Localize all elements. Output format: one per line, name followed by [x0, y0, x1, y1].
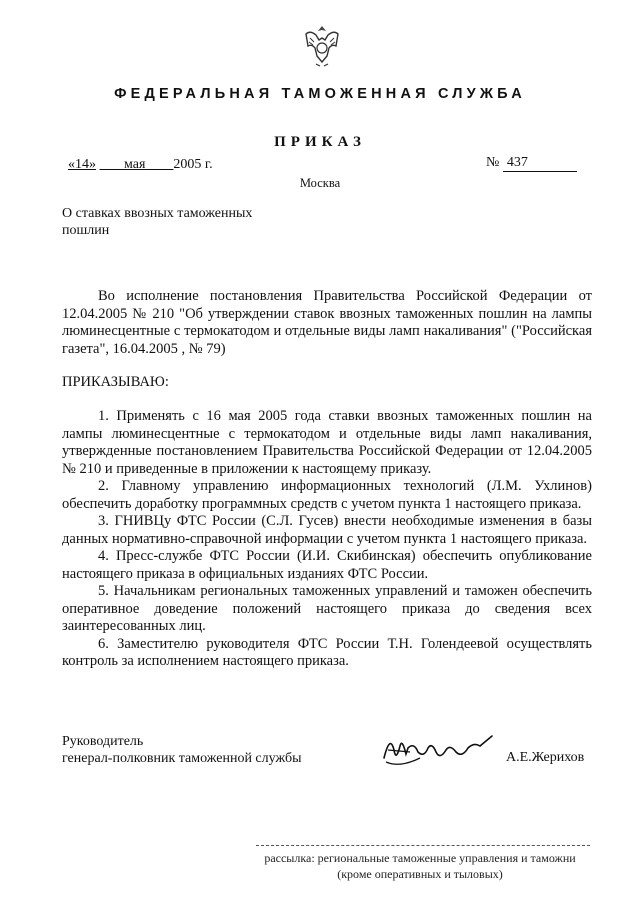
coat-of-arms-emblem	[300, 22, 344, 70]
order-items	[62, 408, 592, 671]
preamble-paragraph: Во исполнение постановления Правительства Российской Федерации от 12.04.2005 № 210 "Об утверждении ставок ввозных таможенных пошлин на лампы люминесцентные с термокатодом и отдельные виды ламп накаливания" ("Российская газета", 16.04.2005 , № 79)	[62, 288, 592, 357]
document-type-title: ПРИКАЗ	[274, 134, 366, 150]
distribution-line1: рассылка: региональные таможенные управления и таможни	[264, 851, 576, 865]
order-item: 3. ГНИВЦу ФТС России (С.Л. Гусев) внести необходимые изменения в базы данных нормативно-справочной информации с учетом пункта 1 настоящего приказа.	[62, 513, 592, 547]
order-number	[486, 155, 577, 172]
distribution-divider	[256, 845, 590, 846]
order-subject: О ставках ввозных таможенных пошлин	[62, 206, 253, 238]
distribution-line2: (кроме оперативных и тыловых)	[337, 867, 503, 881]
signatory-title	[62, 733, 301, 767]
date-month: мая	[124, 157, 146, 172]
order-item: 2. Главному управлению информационных технологий (Л.М. Ухлинов) обеспечить доработку программных средств с учетом пункта 1 настоящего приказа.	[62, 478, 592, 512]
city: Москва	[299, 176, 341, 190]
number-value: 437	[503, 155, 577, 172]
number-label: №	[486, 155, 500, 170]
order-item: 6. Заместителю руководителя ФТС России Т.Н. Голендеевой осуществлять контроль за исполнением настоящего приказа.	[62, 635, 592, 669]
signatory-name: А.Е.Жерихов	[506, 750, 585, 765]
date-day: «14»	[68, 157, 96, 172]
signatory-title-line2: генерал-полковник таможенной службы	[62, 751, 302, 766]
order-item: 5. Начальникам региональных таможенных управлений и таможен обеспечить оперативное доведение положений настоящего приказа до сведения всех заинтересованных лиц.	[62, 583, 592, 634]
handwritten-signature	[380, 728, 500, 774]
order-item: 1. Применять с 16 мая 2005 года ставки ввозных таможенных пошлин на лампы люминесцентные с термокатодом и отдельные виды ламп накаливания, утвержденные постановлением Правительства Российской Федерации от 12.04.2005 № 210 и приведенные в приложении к настоящему приказу.	[62, 408, 592, 477]
order-date	[68, 157, 213, 173]
distribution-list	[250, 850, 590, 882]
signatory-title-line1: Руководитель	[62, 734, 144, 749]
order-item: 4. Пресс-службе ФТС России (И.И. Скибинская) обеспечить опубликование настоящего приказа в официальных изданиях ФТС России.	[62, 548, 592, 582]
decree-word: ПРИКАЗЫВАЮ:	[62, 374, 169, 390]
agency-name: ФЕДЕРАЛЬНАЯ ТАМОЖЕННАЯ СЛУЖБА	[114, 86, 526, 102]
date-year: 2005	[173, 157, 202, 172]
date-suffix: г.	[204, 157, 213, 172]
